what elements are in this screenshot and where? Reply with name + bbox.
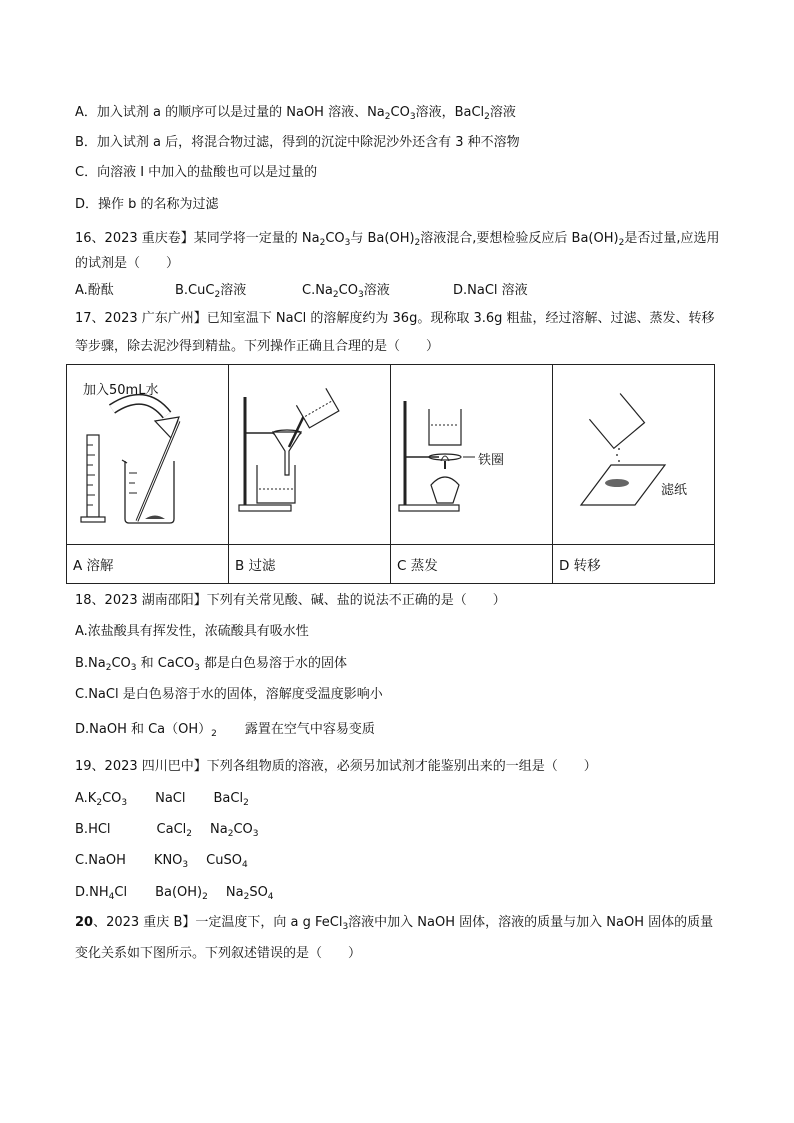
- q17-stem-cont: 等步骤，除去泥沙得到精盐。下列操作正确且合理的是（ ）: [75, 339, 440, 354]
- q16-option-d: D.NaCl 溶液: [453, 283, 528, 298]
- transfer-figure: [553, 365, 715, 545]
- q15-option-b: B．加入试剂 a 后，将混合物过滤，得到的沉淀中除泥沙外还含有 3 种不溶物: [75, 135, 520, 150]
- q16-stem-cont: 的试剂是（ ）: [75, 256, 180, 271]
- evaporation-figure: [391, 365, 553, 545]
- dissolve-illustration: [67, 365, 228, 544]
- filtration-illustration: [229, 365, 391, 544]
- q19-option-a: $A.K_2CO_3$ NaCl BaCl$_2$: [75, 791, 249, 808]
- q18-option-a: A.浓盐酸具有挥发性，浓硫酸具有吸水性: [75, 624, 309, 639]
- caption-a: A 溶解: [67, 545, 229, 584]
- q19-stem: 19、2023 四川巴中】下列各组物质的溶液，必须另加试剂才能鉴别出来的一组是（ ）: [75, 759, 597, 774]
- q18-option-d: D.NaOH 和 $Ca(OH)_2$ 露置在空气中容易变质: [75, 722, 375, 739]
- evaporation-illustration: [391, 365, 553, 544]
- filter-paper-label: 滤纸: [661, 483, 688, 498]
- q19-option-d: $D.NH_4Cl$ $Ba(OH)_2$ $Na_2SO_4$: [75, 885, 274, 902]
- q18-option-b: $B.Na_2CO_3$ 和 CaCO$_3$ 都是白色易溶于水的固体: [75, 656, 348, 673]
- q18-option-c: C.NaCl 是白色易溶于水的固体，溶解度受温度影响小: [75, 687, 383, 702]
- q15-option-d: D．操作 b 的名称为过滤: [75, 197, 219, 212]
- q16-option-c: $C.Na_2CO_3$溶液: [302, 283, 390, 300]
- q16-option-b: B.CuC$_2$溶液: [175, 283, 247, 300]
- q18-stem: 18、2023 湖南邵阳】下列有关常见酸、碱、盐的说法不正确的是（ ）: [75, 593, 506, 608]
- q20-stem-cont: 变化关系如下图所示。下列叙述错误的是（ ）: [75, 946, 362, 961]
- q15-option-a: A．加入试剂 a 的顺序可以是过量的 NaOH 溶液、$Na_2CO_3$溶液，BaCl$_2$溶液: [75, 105, 516, 122]
- q15-option-c: C．向溶液 I 中加入的盐酸也可以是过量的: [75, 165, 318, 180]
- q16-option-a: A.酚酞: [75, 283, 114, 298]
- caption-c: C 蒸发: [391, 545, 553, 584]
- add-water-label: 加入50mL水: [83, 383, 159, 398]
- caption-d: D 转移: [553, 545, 715, 584]
- dissolve-figure: [67, 365, 229, 545]
- iron-ring-label: 铁圈: [478, 453, 505, 468]
- q19-option-c: C.NaOH $KNO_3$ CuSO$_4$: [75, 853, 248, 870]
- lab-operation-table: [66, 364, 715, 584]
- filtration-figure: [229, 365, 391, 545]
- q16-stem: 16、2023 重庆卷】某同学将一定量的 $Na_2CO_3$与 $Ba(OH)_2$溶液混合,要想检验反应后 $Ba(OH)_2$是否过量,应选用: [75, 231, 720, 248]
- q20-stem: 20、2023 重庆 B】一定温度下，向 a g FeCl$_3$溶液中加入 NaOH 固体，溶液的质量与加入 NaOH 固体的质量: [75, 915, 714, 932]
- q19-option-b: B.HCl CaCl$_2$ $Na_2CO_3$: [75, 822, 259, 839]
- q17-stem: 17、2023 广东广州】已知室温下 NaCl 的溶解度约为 36g。现称取 3.6g 粗盐，经过溶解、过滤、蒸发、转移: [75, 311, 715, 326]
- transfer-illustration: [553, 365, 715, 544]
- caption-b: B 过滤: [229, 545, 391, 584]
